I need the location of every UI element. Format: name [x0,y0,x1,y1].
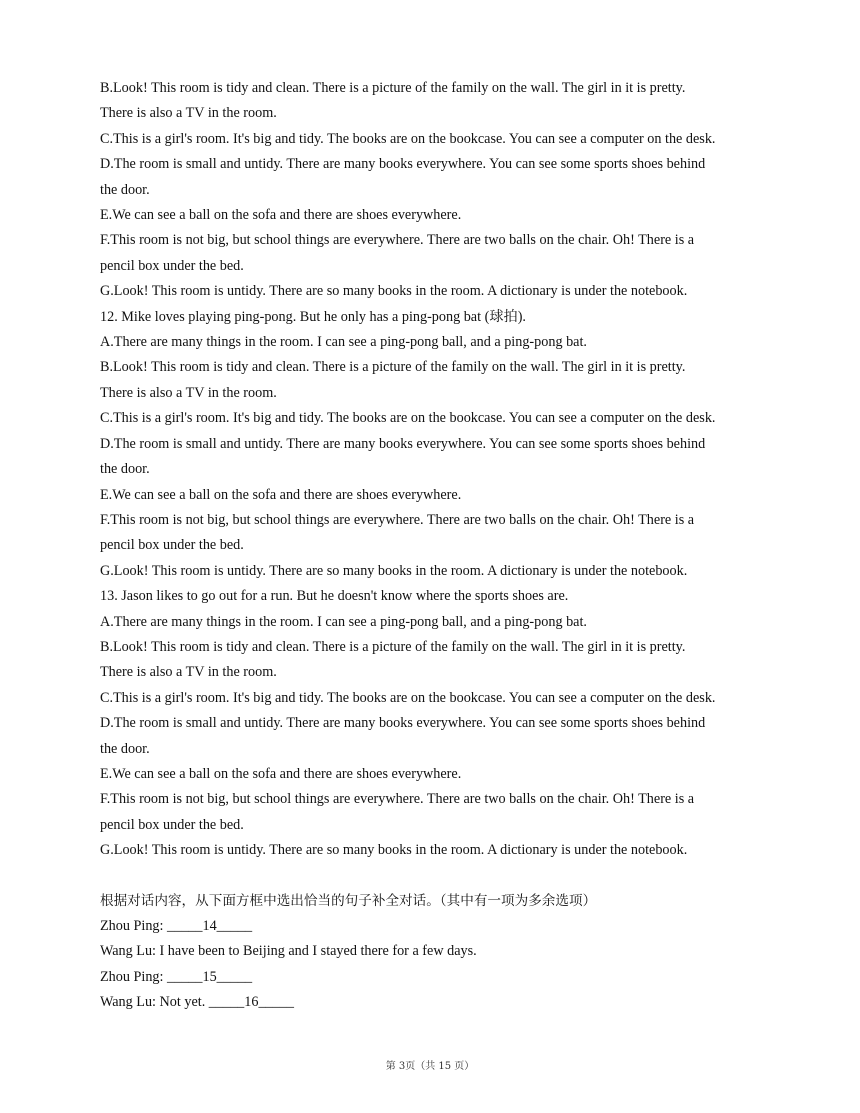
text-line: C.This is a girl's room. It's big and tidy. The books are on the bookcase. You can see a computer on the desk. [100,130,716,147]
dialogue-line: Wang Lu: I have been to Beijing and I stayed there for a few days. [100,943,477,960]
text-line: the door. [100,461,150,478]
text-line: G.Look! This room is untidy. There are so many books in the room. A dictionary is under the notebook. [100,842,688,859]
text-line: pencil box under the bed. [100,257,244,274]
text-line: G.Look! This room is untidy. There are so many books in the room. A dictionary is under the notebook. [100,283,688,300]
text-line: the door. [100,181,150,198]
text-line: 12. Mike loves playing ping-pong. But he only has a ping-pong bat (球拍). [100,308,526,325]
text-line: There is also a TV in the room. [100,384,277,401]
text-line: E.We can see a ball on the sofa and there are shoes everywhere. [100,765,462,782]
text-line: C.This is a girl's room. It's big and tidy. The books are on the bookcase. You can see a computer on the desk. [100,689,716,706]
dialogue-line: Wang Lu: Not yet. _____16_____ [100,994,294,1011]
page-footer: 第 3页（共 15 页） [385,1061,475,1072]
text-line: A.There are many things in the room. I can see a ping-pong ball, and a ping-pong bat. [100,613,587,630]
text-line: pencil box under the bed. [100,816,244,833]
text-line: pencil box under the bed. [100,537,244,554]
dialogue-instruction: 根据对话内容，从下面方框中选出恰当的句子补全对话。（其中有一项为多余选项） [100,892,597,909]
text-line: F.This room is not big, but school things are everywhere. There are two balls on the chair. Oh! There is a [100,791,695,808]
question-block [100,305,760,584]
text-line: E.We can see a ball on the sofa and there are shoes everywhere. [100,207,462,224]
text-line: A.There are many things in the room. I can see a ping-pong ball, and a ping-pong bat. [100,334,587,351]
page-content [100,76,760,1016]
dialogue-lines [100,914,760,1016]
text-line: the door. [100,740,150,757]
text-line: B.Look! This room is tidy and clean. There is a picture of the family on the wall. The girl in it is pretty. [100,359,686,376]
text-line: G.Look! This room is untidy. There are so many books in the room. A dictionary is under the notebook. [100,562,688,579]
dialogue-line: Zhou Ping: _____15_____ [100,968,253,985]
section-gap [100,864,760,889]
text-line: E.We can see a ball on the sofa and there are shoes everywhere. [100,486,462,503]
text-line: B.Look! This room is tidy and clean. There is a picture of the family on the wall. The girl in it is pretty. [100,80,686,96]
text-line: C.This is a girl's room. It's big and tidy. The books are on the bookcase. You can see a computer on the desk. [100,410,716,427]
text-line: D.The room is small and untidy. There are many books everywhere. You can see some sports shoes behind [100,435,706,452]
question-blocks [100,76,760,864]
dialogue-line: Zhou Ping: _____14_____ [100,918,253,934]
text-line: D.The room is small and untidy. There are many books everywhere. You can see some sports shoes behind [100,715,706,732]
question-block [100,76,760,305]
text-line: 13. Jason likes to go out for a run. But he doesn't know where the sports shoes are. [100,588,569,605]
text-line: F.This room is not big, but school things are everywhere. There are two balls on the chair. Oh! There is a [100,232,695,249]
text-line: There is also a TV in the room. [100,105,277,122]
text-line: There is also a TV in the room. [100,664,277,681]
text-line: F.This room is not big, but school things are everywhere. There are two balls on the chair. Oh! There is a [100,511,695,528]
question-block [100,584,760,863]
text-line: D.The room is small and untidy. There are many books everywhere. You can see some sports shoes behind [100,156,706,173]
text-line: B.Look! This room is tidy and clean. There is a picture of the family on the wall. The girl in it is pretty. [100,638,686,655]
